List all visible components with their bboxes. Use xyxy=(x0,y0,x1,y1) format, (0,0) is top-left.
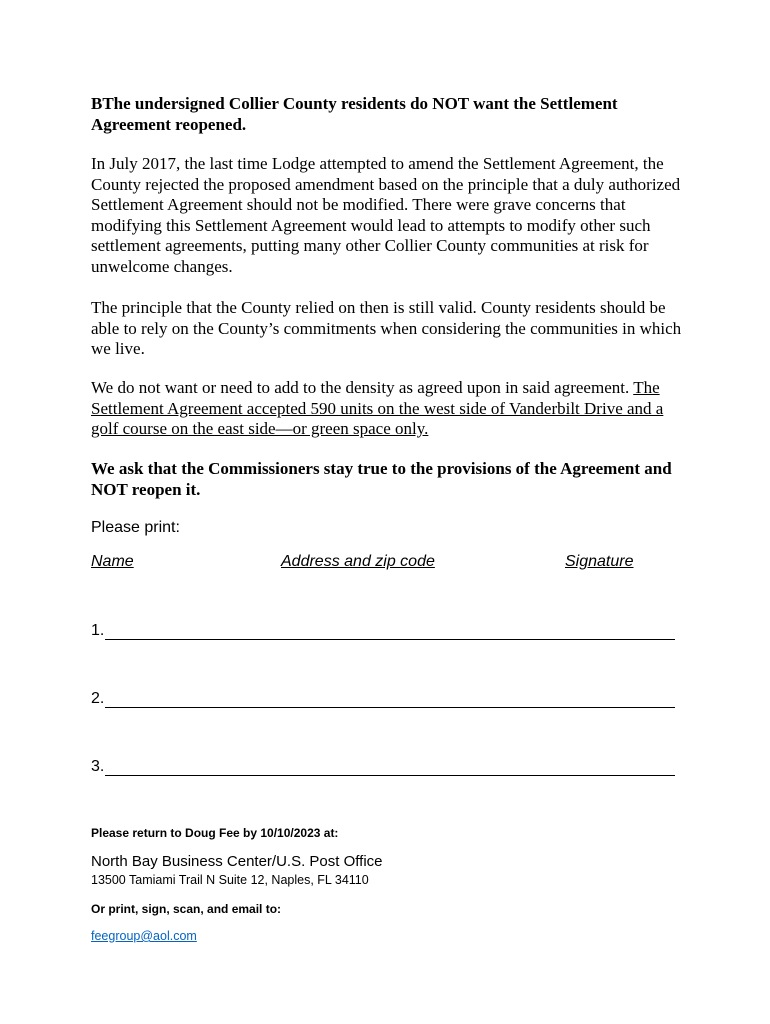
line-number: 2. xyxy=(91,690,105,707)
column-address: Address and zip code xyxy=(281,553,435,570)
closing-request: We ask that the Commissioners stay true to the provisions of the Agreement and NOT reopen it. xyxy=(91,459,672,499)
density-statement: We do not want or need to add to the density as agreed upon in said agreement. xyxy=(91,378,630,397)
return-notice: Please return to Doug Fee by 10/10/2023 at: xyxy=(91,826,339,840)
blank-rule xyxy=(105,761,675,776)
signature-line-3[interactable] xyxy=(91,758,675,776)
signature-line-1[interactable] xyxy=(91,622,675,640)
location-address: 13500 Tamiami Trail N Suite 12, Naples, FL 34110 xyxy=(91,873,369,887)
email-notice: Or print, sign, scan, and email to: xyxy=(91,902,282,916)
location-name: North Bay Business Center/U.S. Post Office xyxy=(91,853,383,870)
paragraph-principle: The principle that the County relied on then is still valid. County residents should be able to rely on the County’s commitments when considering the communities in which we live. xyxy=(91,298,682,358)
signature-line-2[interactable] xyxy=(91,690,675,708)
settlement-terms: The Settlement Agreement accepted 590 units on the west side of Vanderbilt Drive and a golf course on the east side—or green space only. xyxy=(91,378,664,438)
column-name: Name xyxy=(91,553,134,570)
column-signature: Signature xyxy=(565,553,634,570)
paragraph-2017-history: In July 2017, the last time Lodge attempted to amend the Settlement Agreement, the County rejected the proposed amendment based on the principle that a duly authorized Settlement Agreement should not be modified. There were grave concerns that modifying this Settlement Agreement would lead to attempts to modify other such settlement agreements, putting many other Collier County communities at risk for unwelcome changes. xyxy=(91,154,681,276)
email-link[interactable]: feegroup@aol.com xyxy=(91,929,197,943)
blank-rule xyxy=(105,625,675,640)
petition-title: BThe undersigned Collier County residents do NOT want the Settlement Agreement reopened. xyxy=(91,94,618,134)
paragraph-density xyxy=(91,378,689,440)
line-number: 1. xyxy=(91,622,105,639)
blank-rule xyxy=(105,693,675,708)
line-number: 3. xyxy=(91,758,105,775)
please-print-label: Please print: xyxy=(91,519,180,536)
